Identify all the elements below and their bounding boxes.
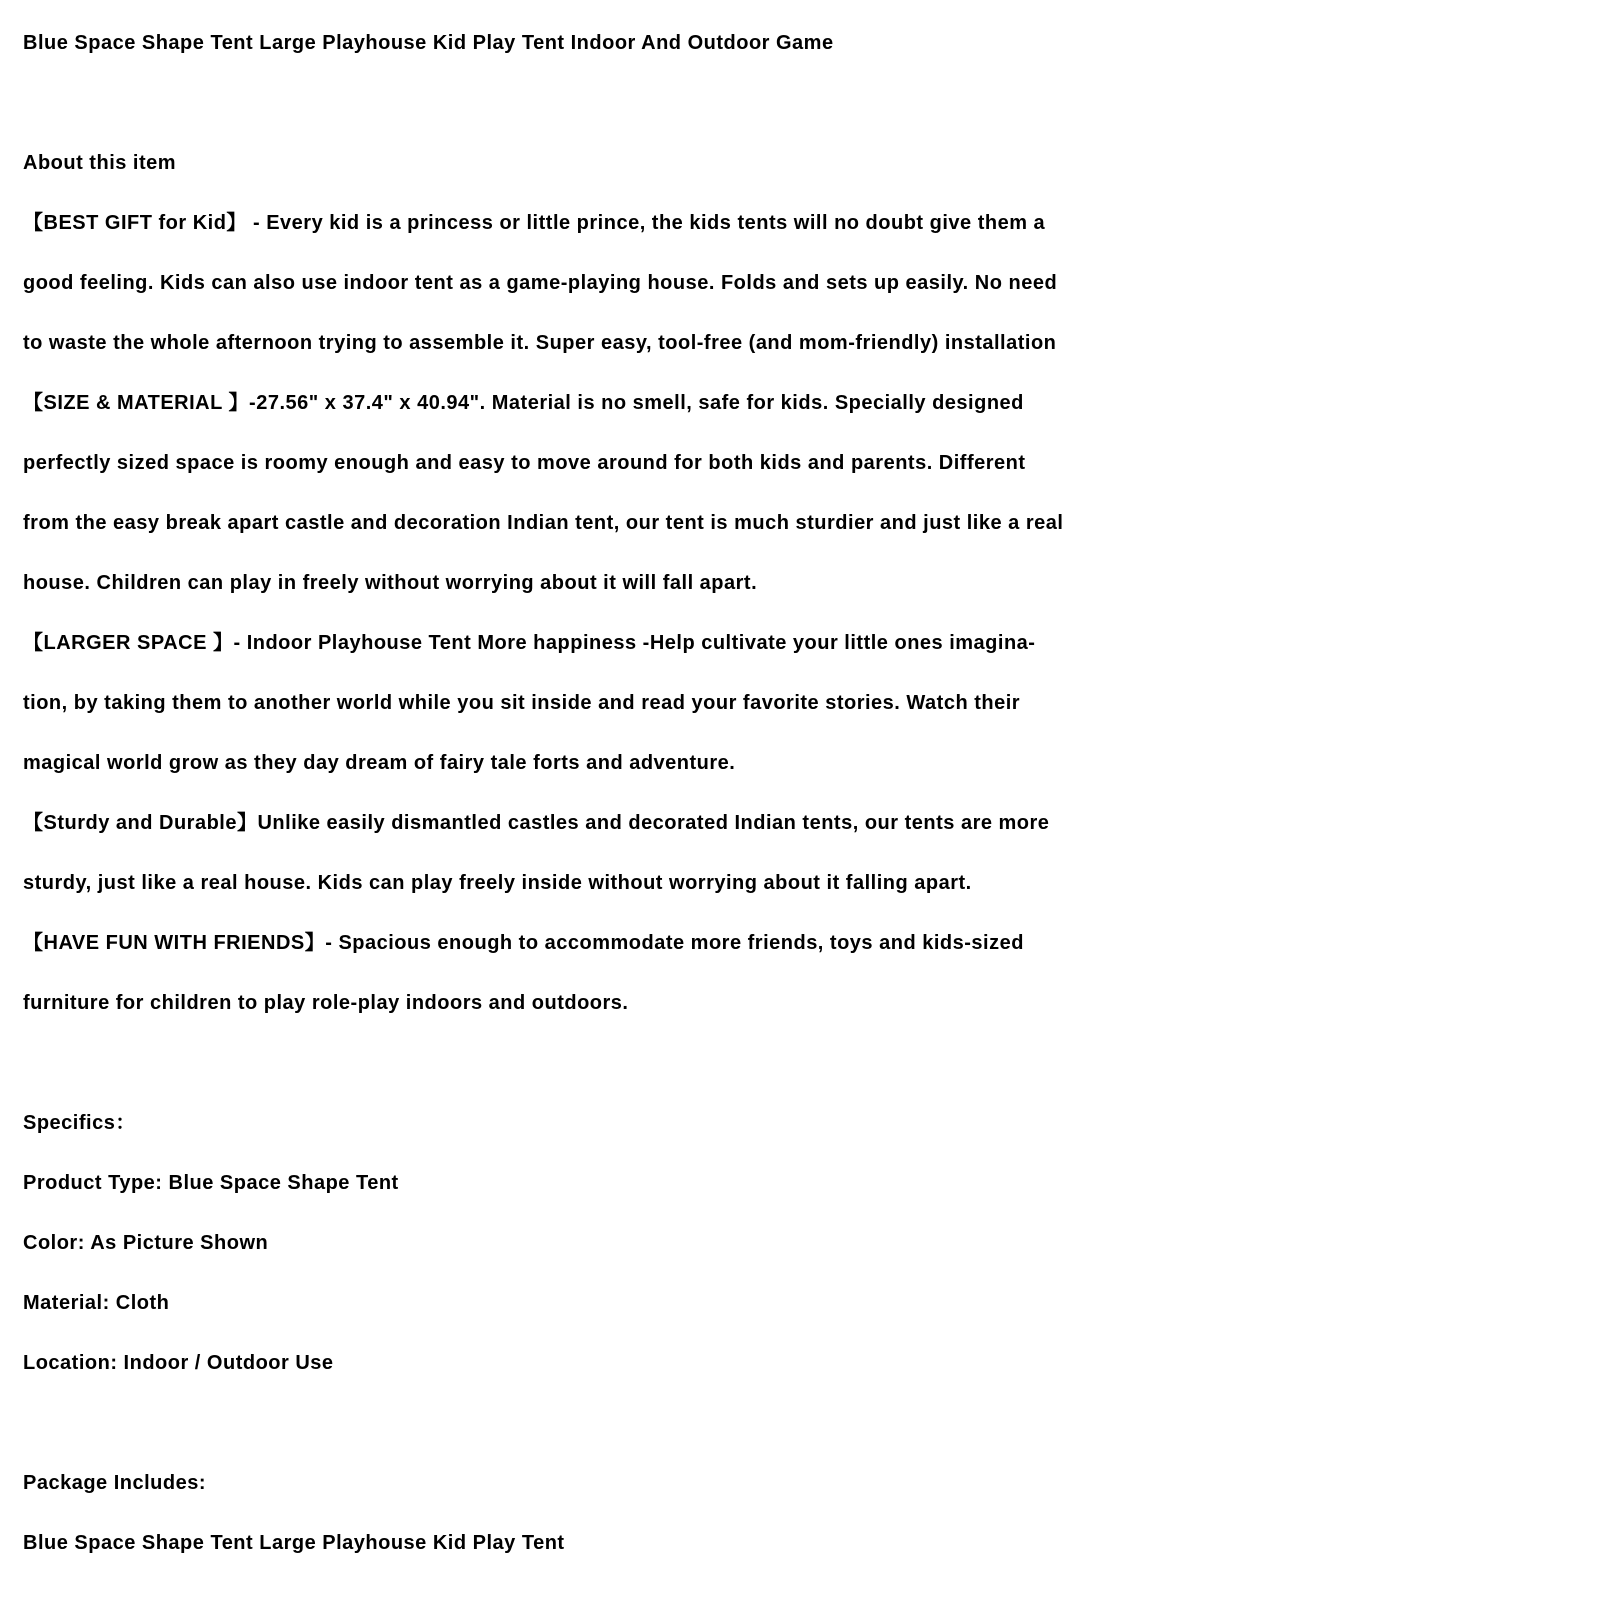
feature-text-line: perfectly sized space is roomy enough and easy to move around for both kids and parents. Different bbox=[23, 452, 1026, 474]
feature-sturdy-durable bbox=[23, 793, 1590, 913]
feature-text-line: magical world grow as they day dream of fairy tale forts and adventure. bbox=[23, 752, 736, 774]
feature-text-line: 【BEST GIFT for Kid】 - Every kid is a princess or little prince, the kids tents will no doubt give them a bbox=[23, 212, 1046, 234]
feature-text-line: 【LARGER SPACE 】- Indoor Playhouse Tent More happiness -Help cultivate your little ones imagina- bbox=[23, 632, 1036, 654]
spacer bbox=[23, 1033, 1590, 1093]
spec-product-type: Product Type: Blue Space Shape Tent bbox=[23, 1172, 399, 1194]
feature-text-line: 【HAVE FUN WITH FRIENDS】- Spacious enough to accommodate more friends, toys and kids-sized bbox=[23, 932, 1024, 954]
feature-size-material bbox=[23, 373, 1590, 613]
about-heading: About this item bbox=[23, 152, 177, 174]
product-title: Blue Space Shape Tent Large Playhouse Kid Play Tent Indoor And Outdoor Game bbox=[23, 32, 834, 54]
feature-text-line: furniture for children to play role-play indoors and outdoors. bbox=[23, 992, 629, 1014]
spec-material: Material: Cloth bbox=[23, 1292, 170, 1314]
feature-best-gift bbox=[23, 193, 1590, 373]
feature-text-line: from the easy break apart castle and decoration Indian tent, our tent is much sturdier and just like a real bbox=[23, 512, 1064, 534]
feature-have-fun bbox=[23, 913, 1590, 1033]
spec-color: Color: As Picture Shown bbox=[23, 1232, 269, 1254]
package-item: Blue Space Shape Tent Large Playhouse Kid Play Tent bbox=[23, 1532, 565, 1554]
feature-larger-space bbox=[23, 613, 1590, 793]
specifics-heading: Specifics： bbox=[23, 1112, 136, 1134]
spacer bbox=[23, 73, 1590, 133]
feature-text-line: house. Children can play in freely without worrying about it will fall apart. bbox=[23, 572, 758, 594]
feature-text-line: 【SIZE & MATERIAL 】-27.56" x 37.4" x 40.94". Material is no smell, safe for kids. Specially designed bbox=[23, 392, 1024, 414]
spec-location: Location: Indoor / Outdoor Use bbox=[23, 1352, 334, 1374]
spacer bbox=[23, 1393, 1590, 1453]
feature-text-line: 【Sturdy and Durable】Unlike easily dismantled castles and decorated Indian tents, our tents are more bbox=[23, 812, 1050, 834]
product-description bbox=[23, 13, 1590, 1573]
feature-text-line: tion, by taking them to another world while you sit inside and read your favorite stories. Watch their bbox=[23, 692, 1021, 714]
feature-text-line: to waste the whole afternoon trying to assemble it. Super easy, tool-free (and mom-friendly) installation bbox=[23, 332, 1057, 354]
package-heading: Package Includes: bbox=[23, 1472, 207, 1494]
feature-text-line: sturdy, just like a real house. Kids can play freely inside without worrying about it falling apart. bbox=[23, 872, 972, 894]
feature-text-line: good feeling. Kids can also use indoor tent as a game-playing house. Folds and sets up easily. No need bbox=[23, 272, 1058, 294]
